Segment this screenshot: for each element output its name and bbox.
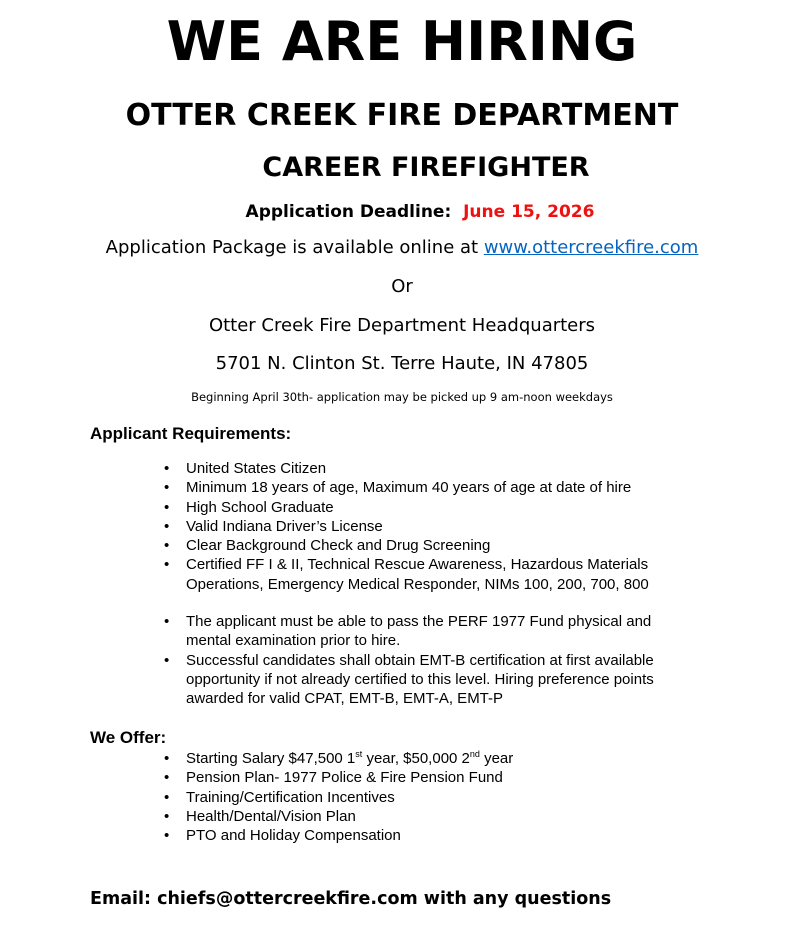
department-name: OTTER CREEK FIRE DEPARTMENT — [125, 98, 679, 133]
bullet-icon: • — [164, 750, 170, 767]
bullet-icon: • — [164, 651, 170, 669]
salary-text-b: year, $50,000 2 — [362, 750, 470, 767]
offer-text: PTO and Holiday Compensation — [186, 827, 401, 845]
list-item — [164, 788, 746, 807]
requirement-text: Clear Background Check and Drug Screening — [186, 537, 491, 555]
offer-text: Pension Plan- 1977 Police & Fire Pension Fund — [186, 769, 503, 787]
offer-text: Health/Dental/Vision Plan — [186, 807, 356, 825]
list-item — [164, 555, 696, 594]
website-link[interactable]: www.ottercreekfire.com — [483, 237, 699, 258]
salary-text-c: year — [479, 750, 514, 767]
pickup-note: Beginning April 30th- application may be picked up 9 am-noon weekdays — [191, 390, 613, 404]
headquarters-name: Otter Creek Fire Department Headquarters — [208, 315, 596, 336]
requirements-list — [164, 459, 746, 594]
list-item — [164, 498, 746, 517]
deadline-label: Application Deadline: — [245, 202, 452, 222]
list-item — [164, 536, 746, 555]
requirements-heading: Applicant Requirements: — [90, 424, 292, 443]
requirement-text: United States Citizen — [186, 460, 327, 477]
page-title: WE ARE HIRING — [166, 10, 638, 73]
requirement-text: The applicant must be able to pass the PERF 1977 Fund physical and mental examination prior to hire. — [186, 613, 652, 650]
bullet-icon: • — [164, 556, 170, 574]
bullet-icon: • — [164, 498, 170, 516]
or-text: Or — [391, 276, 413, 297]
bullet-icon: • — [164, 517, 170, 535]
list-item — [164, 651, 691, 709]
bullet-icon: • — [164, 479, 170, 497]
list-item — [164, 768, 746, 787]
deadline-date: June 15, 2026 — [463, 202, 595, 222]
requirement-text: Valid Indiana Driver’s License — [186, 517, 383, 535]
position-title: CAREER FIREFIGHTER — [262, 152, 590, 183]
requirement-text: Minimum 18 years of age, Maximum 40 years of age at date of hire — [186, 479, 632, 497]
list-item — [164, 826, 746, 845]
bullet-icon: • — [164, 769, 170, 787]
bullet-icon: • — [164, 460, 170, 477]
requirement-text: Certified FF I & II, Technical Rescue Awareness, Hazardous Materials Operations, Emergency Medical Responder, NIMs 100, 200, 700, 800 — [186, 556, 649, 593]
list-item — [164, 612, 691, 651]
list-item — [164, 459, 746, 478]
salary-text-a: Starting Salary $47,500 1 — [186, 750, 356, 767]
offer-list — [164, 749, 746, 845]
headquarters-address: 5701 N. Clinton St. Terre Haute, IN 47805 — [215, 353, 589, 374]
list-item — [164, 749, 746, 768]
offer-heading: We Offer: — [90, 728, 167, 747]
availability-line — [0, 235, 804, 261]
bullet-icon: • — [164, 788, 170, 806]
bullet-icon: • — [164, 827, 170, 845]
offer-text: Training/Certification Incentives — [186, 788, 395, 806]
contact-email: Email: chiefs@ottercreekfire.com with any questions — [90, 889, 612, 909]
list-item — [164, 478, 746, 497]
list-item — [164, 517, 746, 536]
availability-text: Application Package is available online at — [105, 237, 479, 258]
bullet-icon: • — [164, 537, 170, 555]
bullet-icon: • — [164, 807, 170, 825]
list-item — [164, 807, 746, 826]
application-deadline — [18, 200, 804, 224]
requirements-list-additional — [164, 612, 691, 708]
requirement-text: High School Graduate — [186, 498, 334, 516]
salary-sup-b: nd — [469, 749, 480, 759]
salary-sup-a: st — [355, 749, 363, 759]
requirement-text: Successful candidates shall obtain EMT-B certification at first available opportunity if not already certified to this level. Hiring preference points awarded for valid CPAT, EMT-B, EMT-A, EMT-P — [186, 651, 654, 708]
bullet-icon: • — [164, 613, 170, 630]
